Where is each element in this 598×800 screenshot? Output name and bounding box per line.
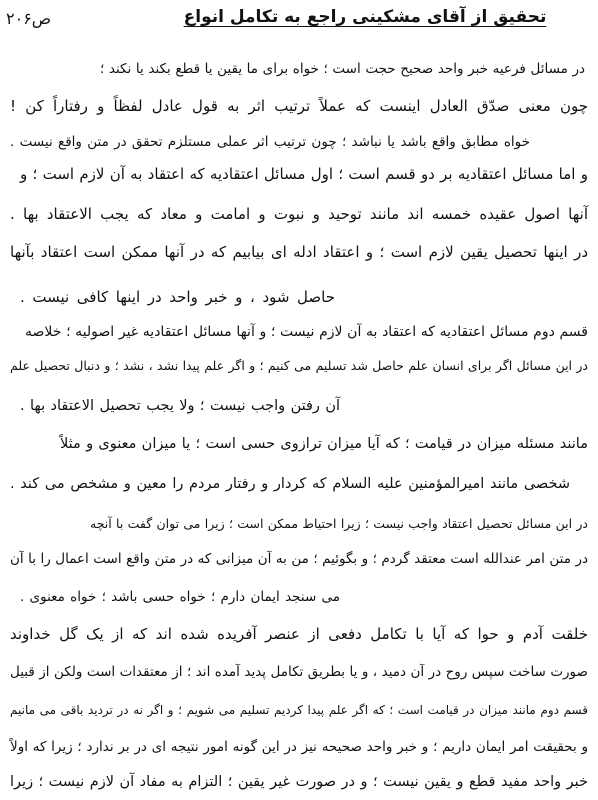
manuscript-line: آنها اصول عقیده خمسه اند مانند توحید و نبوت و امامت و معاد که یجب الاعتقاد بها . [10, 205, 588, 223]
manuscript-line: قسم دوم مسائل اعتقادیه که اعتقاد به آن لازم نیست ؛ و آنها مسائل اعتقادیه غیر اصولیه ؛ خلاصه [25, 324, 588, 340]
manuscript-line: قسم دوم مانند میزان در قیامت است ؛ که اگر علم پیدا کردیم تسلیم می شویم ؛ و اگر نه در تردید باقی می مانیم [10, 703, 588, 717]
manuscript-line: مانند مسئله میزان در قیامت ؛ که آیا میزان ترازوی حسی است ؛ یا میزان معنوی و مثلاً [60, 436, 588, 452]
manuscript-line: صورت ساخت سپس روح در آن دمید ، و یا بطریق تکامل پدید آمده اند ؛ از معتقدات است ولکن از قبیل [10, 664, 588, 680]
manuscript-line: و بحقیقت امر ایمان داریم ؛ و خبر واحد صحیحه نیز در این گونه امور نتیجه ای در بر ندارد ؛ زیرا که اولاً [10, 739, 588, 755]
manuscript-line: حاصل شود ، و خبر واحد در اینها کافی نیست . [20, 288, 335, 306]
manuscript-line: در این مسائل اگر برای انسان علم حاصل شد تسلیم می کنیم ؛ و اگر علم پیدا نشد ، نشد ؛ و دنبال تحصیل علم [10, 358, 588, 373]
manuscript-line: در اینها تحصیل یقین لازم است ؛ و اعتقاد ادله ای بیابیم که در آنها ممکن است اعتقاد بآنها [10, 243, 588, 261]
manuscript-line: می سنجد ایمان دارم ؛ خواه حسی باشد ؛ خواه معنوی . [20, 589, 340, 605]
manuscript-line: و اما مسائل اعتقادیه بر دو قسم است ؛ اول مسائل اعتقادیه که اعتقاد به آن لازم است ؛ و [20, 165, 588, 183]
manuscript-line: در این مسائل تحصیل اعتقاد واجب نیست ؛ زیرا احتیاط ممکن است ؛ زیرا می توان گفت با آنچه [90, 516, 588, 531]
page-title: تحقیق از آقای مشکینی راجع به تکامل انواع [183, 7, 547, 27]
manuscript-line: چون معنی صدّق العادل اینست که عملاً ترتیب اثر به قول عادل لفظاً و رفتاراً کن ! [10, 97, 588, 115]
manuscript-line: خبر واحد مفید قطع و یقین نیست ؛ و در صورت غیر یقین ؛ التزام به مفاد آن لازم نیست ؛ زیرا [10, 774, 588, 790]
page-number: ص۲۰۶ [6, 9, 52, 28]
manuscript-line: شخصی مانند امیرالمؤمنین علیه السلام که کردار و رفتار مردم را معین و مشخص می کند . [10, 476, 570, 492]
manuscript-line: در متن امر عندالله است معتقد گردم ؛ و بگوئیم ؛ من به آن میزانی که در متن واقع است اعمال را با آن [10, 551, 588, 567]
manuscript-line: خواه مطابق واقع باشد یا نباشد ؛ چون ترتیب اثر عملی مستلزم تحقق در متن واقع نیست . [10, 134, 530, 150]
manuscript-line: خلقت آدم و حوا که آیا با تکامل دفعی از عنصر آفریده شده اند که از یک گل خداوند [10, 625, 588, 643]
manuscript-line: در مسائل فرعیه خبر واحد صحیح حجت است ؛ خواه برای ما یقین یا قطع بکند یا نکند ؛ [100, 61, 585, 77]
manuscript-line: آن رفتن واجب نیست ؛ ولا یجب تحصیل الاعتقاد بها . [20, 398, 340, 414]
